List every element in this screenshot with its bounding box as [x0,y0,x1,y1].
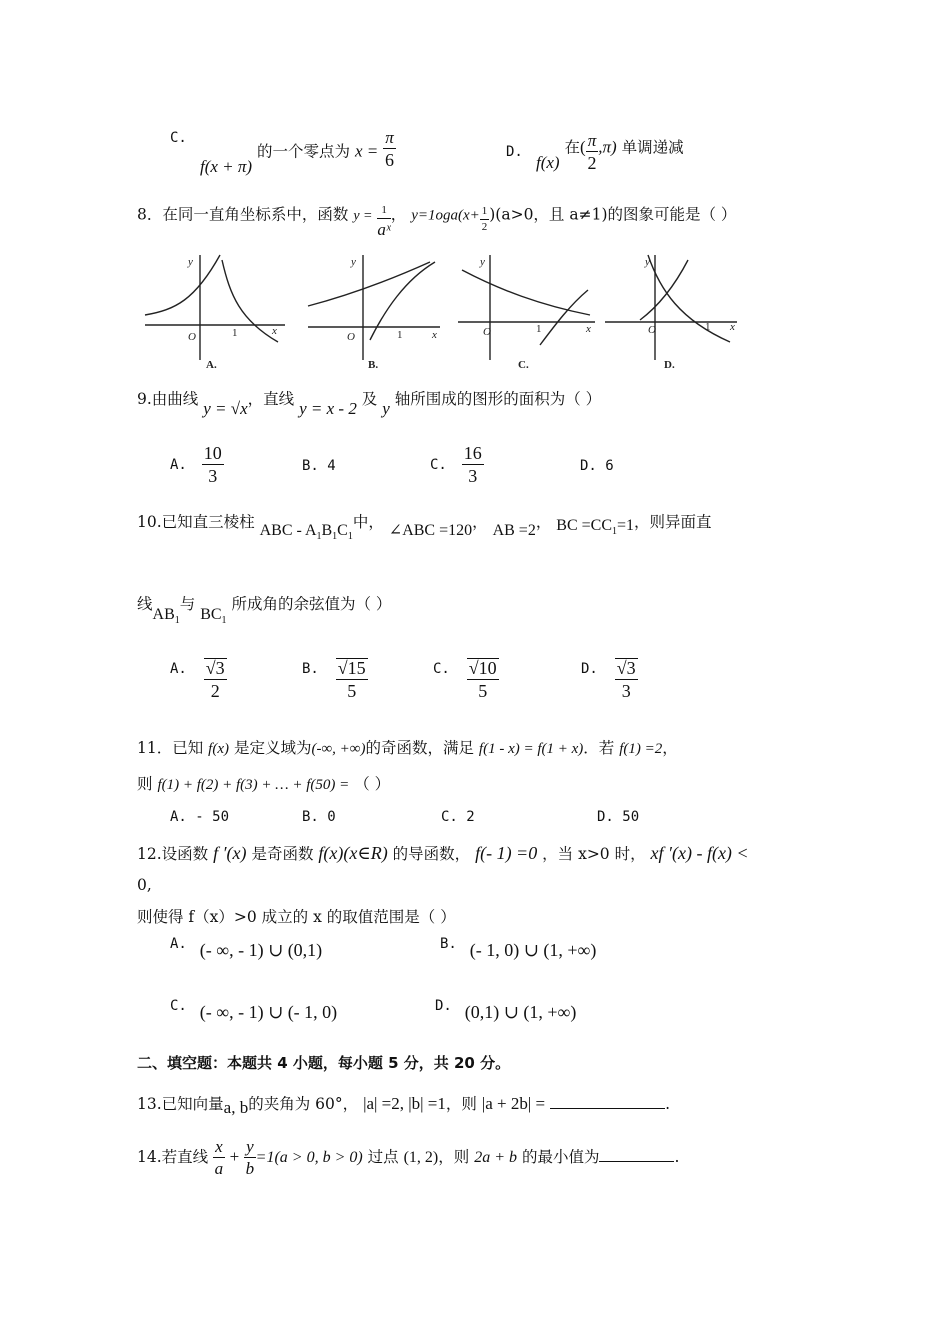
option-label: D. [506,144,523,160]
fraction [244,1138,256,1178]
math-expr: f(x) [208,741,229,757]
numerator: 1 [377,205,390,219]
fraction [467,658,499,701]
math-expr: |a + 2b| = [481,1094,546,1113]
q11-option-c: C. 2 [441,809,475,825]
origin-label: O [347,331,355,343]
math-expr [152,606,180,627]
fraction [213,1138,225,1178]
q13-question [137,1092,671,1117]
text: 的最小值为 [521,1147,600,1166]
numerator: √10 [468,658,497,678]
denominator: 5 [347,680,357,701]
fraction [383,129,396,170]
numerator: x [215,1137,223,1156]
math-part: C [337,522,348,539]
text: ， [342,1095,359,1113]
paren: ( [580,137,586,157]
fraction [615,658,638,701]
option-label: B. [440,936,457,952]
curve-exponential [145,255,220,315]
math-expr: AB =2 [492,522,536,539]
tick-label: 1 [705,321,711,333]
math-expr: =1(a > 0, b > 0) [255,1148,363,1166]
text: 则 [137,775,153,793]
numerator: √15 [337,658,366,678]
subscript: 1 [332,531,338,543]
math-expr [556,517,635,538]
q12-question-line2: 则使得 f（x）>0 成立的 x 的取值范围是（ ） [137,908,456,926]
option-label: D. [435,998,452,1014]
text: 的奇函数，满足 [365,739,474,757]
q10-option-c [433,658,499,701]
q10-question-line1 [137,510,712,543]
text: 是定义域为 [233,739,312,757]
text: 中， [352,513,384,531]
numerator: 16 [463,443,482,463]
subscript: 1 [221,615,227,627]
text: 12.设函数 [137,845,209,863]
q12-option-b [440,936,597,961]
denominator: 6 [384,149,394,170]
subscript: 1 [316,531,322,543]
text: 10.已知直三棱柱 [137,513,255,531]
fraction [586,132,599,173]
graph-label: C. [518,359,529,371]
math-expr: y [382,399,390,418]
math-expr: (- ∞, - 1) ∪ (- 1, 0) [199,1002,338,1022]
math-expr: y = [353,208,373,224]
math-part: =1 [617,517,635,534]
denominator: 2 [210,680,220,701]
math-expr: y = √x [203,399,248,418]
text: . [674,1147,680,1166]
q9-option-d: D. 6 [580,458,614,474]
math-expr: f(x + π) [200,157,253,177]
text: ， [390,205,407,224]
text: ，则 [445,1095,477,1113]
option-label: A. [170,936,187,952]
option-label: C. [430,456,447,473]
option-label: B. [302,661,319,678]
fraction [377,205,390,238]
text: 所成角的余弦值为（ ） [231,595,392,613]
origin-label: O [483,326,491,338]
math-expr: f(x)(x∈R) [318,843,388,863]
subscript: 1 [612,526,617,538]
math-expr: (1, 2) [403,1148,439,1166]
text: ， [662,739,678,757]
axis-label: y [480,256,485,268]
q9-question [137,387,602,418]
q8-question [137,199,737,239]
axis-label: y [188,256,193,268]
text: 及 [361,390,378,408]
axis-label: y [645,256,650,268]
fraction [202,444,224,486]
text: ， [472,513,488,531]
fraction [336,658,368,701]
q14-question [137,1138,679,1178]
denominator: aˣ [377,219,391,239]
axis-label: y [351,256,356,268]
q12-question-line1-wrap: 0, [137,876,152,894]
option-label: A. [170,456,187,473]
text: 在 [564,138,581,157]
math-part: BC =CC [556,517,612,534]
text: 的导函数， [392,845,471,863]
q7-option-d-body [536,128,684,173]
subscript: 1 [174,615,180,627]
answer-blank[interactable] [599,1147,674,1162]
math-expr: 2a + b [474,1148,517,1166]
text: （ ） [354,775,391,793]
axis-label: x [272,325,277,337]
math-expr: f(1) + f(2) + f(3) + … + f(50) = [157,777,350,793]
math-part: B [321,522,333,539]
q10-option-d [581,658,638,701]
numerator: π [385,128,394,147]
text: 与 [179,595,196,613]
q11-question-line2 [137,772,390,794]
graph-label: A. [206,359,217,371]
q8-graphs [140,250,740,375]
text: ，则 [438,1147,470,1166]
numerator: 1 [480,206,490,220]
math-expr: y=1oga(x+ [411,207,480,224]
tick-label: 1 [397,329,403,341]
math-expr [200,606,227,627]
text: 8．在同一直角坐标系中，函数 [137,205,349,224]
fraction [480,206,490,233]
math-part: AB [152,606,175,623]
math-expr: (0,1) ∪ (1, +∞) [464,1002,577,1022]
q10-option-a [170,658,227,701]
math-expr: + [229,1146,240,1166]
denominator: 2 [481,220,488,233]
tick-label: 1 [232,327,238,339]
denominator: a [214,1158,224,1178]
q12-option-d [435,998,577,1023]
q12-option-a [170,936,323,961]
subscript: 1 [347,531,353,543]
origin-label: O [188,331,196,343]
numerator: √3 [616,658,636,678]
axis-label: x [432,329,437,341]
text: 11．已知 [137,739,204,757]
math-expr: (-∞, +∞) [311,741,366,757]
text: ，直线 [247,390,295,408]
text: 的一个零点为 [257,142,351,161]
q11-option-b: B. 0 [302,809,336,825]
q7-option-d [506,142,523,160]
text: ，当 x>0 时， [542,845,646,863]
math-expr: ,π) [598,137,617,157]
numerator: π [587,131,597,150]
q12-option-c [170,998,338,1023]
denominator: 3 [468,465,478,486]
math-expr: f(1) =2 [619,741,663,757]
text: ．若 [583,739,615,757]
q9-option-b: B. 4 [302,458,336,474]
text: 线 [137,595,153,613]
text: 单调递减 [621,138,684,157]
curve-log [222,260,278,342]
text: 13.已知向量 [137,1095,224,1113]
math-expr [259,522,353,543]
text: 9.由曲线 [137,390,199,408]
curve-exponential [648,255,730,342]
text: 的夹角为 60° [248,1095,343,1113]
text: ，则异面直 [634,513,712,531]
option-label: A. [170,661,187,678]
curve-exponential [308,262,430,306]
text: 过点 [367,1147,399,1166]
text: . [665,1095,671,1113]
numerator: √3 [205,658,225,678]
math-expr: f(1 - x) = f(1 + x) [478,741,584,757]
curve-log [540,290,588,345]
q10-option-b [302,658,368,701]
math-expr: f(x) [536,153,560,173]
math-expr: f ′(x) [213,843,247,863]
math-expr: xf ′(x) - f(x) < [650,843,749,863]
numerator: 10 [203,443,222,463]
math-expr: a, b [223,1098,249,1117]
q9-option-c [430,444,484,486]
math-expr: y = x - 2 [299,399,357,418]
math-part: ABC - A [259,522,317,539]
option-label: C. [170,130,187,146]
text: )(a>0，且 a≠1)的图象可能是（ ） [489,205,737,224]
section-heading: 二、填空题：本题共 4 小题，每小题 5 分，共 20 分。 [137,1054,511,1072]
math-expr: ∠ABC =120 [388,522,473,539]
math-part: BC [200,606,222,623]
axis-label: x [586,323,591,335]
denominator: 2 [587,152,597,173]
q7-option-c-body [200,128,396,177]
text: 是奇函数 [251,845,314,863]
q11-question-line1 [137,736,678,758]
axis-label: x [730,321,735,333]
text: 轴所围成的图形的面积为（ ） [394,390,602,408]
text: ， [535,513,552,531]
curve-exponential [462,270,590,315]
math-expr: (- 1, 0) ∪ (1, +∞) [469,940,597,960]
math-expr: |a| =2, |b| =1 [363,1094,446,1113]
q9-option-a [170,444,224,486]
text: 14.若直线 [137,1147,209,1166]
option-label: D. [581,661,598,678]
tick-label: 1 [536,323,542,335]
q12-question-line1 [137,842,749,864]
graph-label: B. [368,359,379,371]
math-expr: (- ∞, - 1) ∪ (0,1) [199,940,323,960]
q11-option-d: D. 50 [597,809,640,825]
answer-blank[interactable] [550,1094,665,1109]
origin-label: O [648,324,656,336]
math-expr: x = [354,141,379,161]
q10-question-line2 [137,592,392,627]
denominator: 3 [208,465,218,486]
denominator: 3 [621,680,631,701]
numerator: y [246,1137,254,1156]
option-label: C. [170,998,187,1014]
denominator: 5 [478,680,488,701]
fraction [204,658,227,701]
q7-option-c [170,128,187,146]
graph-label: D. [664,359,675,371]
q11-option-a: A. - 50 [170,809,230,825]
math-expr: f(- 1) =0 [475,843,538,863]
option-label: C. [433,661,450,678]
fraction [462,444,484,486]
denominator: b [245,1158,255,1178]
